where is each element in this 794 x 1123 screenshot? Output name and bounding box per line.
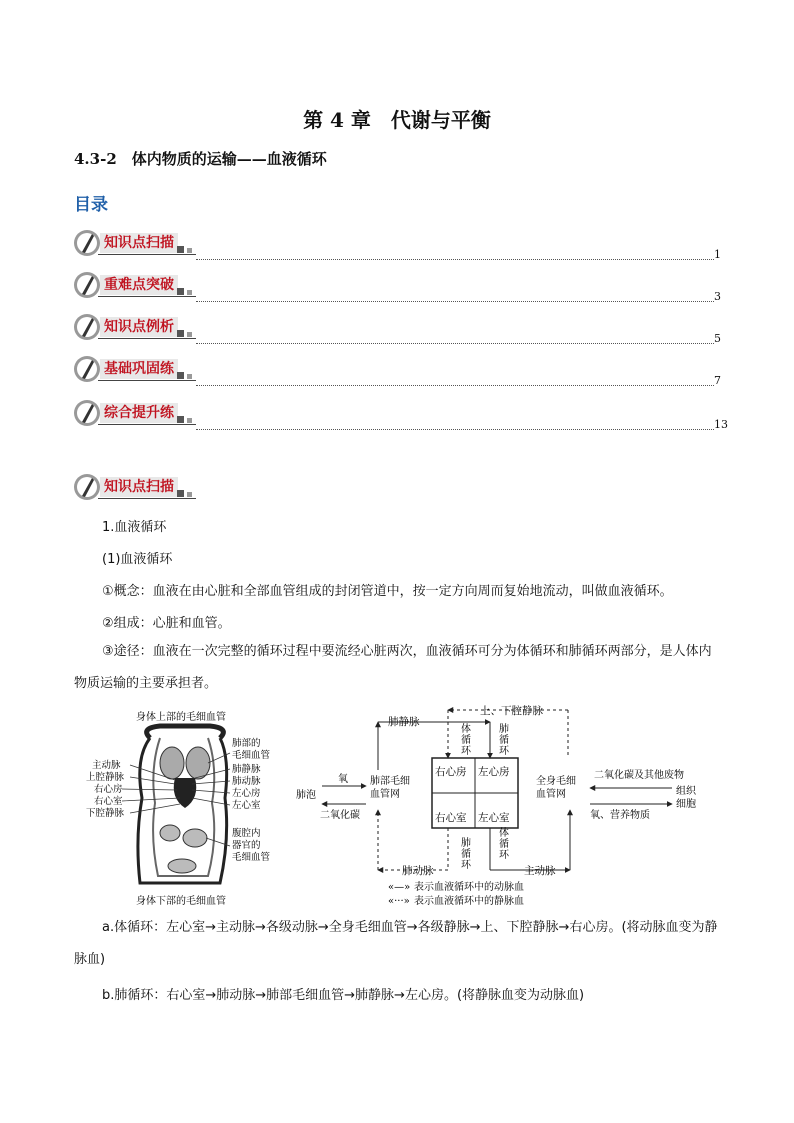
label-aorta: 主动脉 [92, 760, 121, 771]
toc-page-number: 1 [714, 248, 721, 261]
label-fei-bottom-2: 循 [461, 849, 471, 860]
legend-artery-text: 表示血液循环中的动脉血 [414, 882, 524, 893]
subheading-blood-circulation: (1)血液循环 [102, 552, 173, 567]
toc-item-label: 知识点扫描 [100, 233, 178, 253]
label-fei-1: 肺 [499, 724, 509, 735]
label-inferior-vena-cava: 下腔静脉 [86, 808, 125, 819]
label-lung-cap-2: 血管网 [370, 789, 400, 800]
section-badge [72, 472, 196, 502]
toc-page-number: 7 [714, 374, 721, 387]
section-title: 4.3-2 体内物质的运输——血液循环 [74, 150, 327, 168]
label-co2: 二氧化碳 [320, 810, 360, 821]
label-left-atrium: 左心房 [232, 788, 261, 799]
toc-item-4[interactable] [72, 354, 196, 384]
label-fei-bottom-3: 环 [461, 860, 471, 871]
label-ti-bottom-1: 体 [499, 828, 509, 839]
toc-item-1[interactable] [72, 228, 196, 258]
label-right-ventricle: 右心室 [94, 796, 123, 807]
label-ti-3: 环 [461, 746, 471, 757]
label-superior-vena-cava: 上腔静脉 [86, 772, 125, 783]
label-abdominal-1: 腹腔内 [232, 828, 261, 839]
label-alveoli: 肺泡 [296, 790, 316, 801]
toc-item-label: 综合提升练 [100, 403, 178, 423]
pathway-paragraph: ③途径：血液在一次完整的循环过程中要流经心脏两次，血液循环可分为体循环和肺循环两部分，是人体内物质运输的主要承担者。 [74, 644, 712, 691]
label-tissue-1: 组织 [676, 786, 696, 797]
label-fei-2: 循 [499, 735, 509, 746]
toc-item-label: 知识点例析 [100, 317, 178, 337]
heading-blood-circulation: 1.血液循环 [102, 520, 167, 535]
label-body-cap-1: 全身毛细 [536, 776, 576, 787]
toc-item-label: 重难点突破 [100, 275, 178, 295]
label-nutrients: 氧、营养物质 [590, 810, 650, 821]
label-fei-3: 环 [499, 746, 509, 757]
label-vena-cava: 上、下腔静脉 [480, 705, 543, 717]
toc-title: 目录 [74, 195, 108, 215]
label-co2-waste: 二氧化碳及其他废物 [594, 770, 684, 781]
label-abdominal-3: 毛细血管 [232, 852, 271, 863]
toc-item-5[interactable] [72, 398, 196, 428]
label-lung-cap-1: 肺部毛细 [370, 776, 410, 787]
label-lung-capillaries-1: 肺部的 [232, 738, 261, 749]
toc-item-2[interactable] [72, 270, 196, 300]
chapter-title: 第 4 章 代谢与平衡 [303, 108, 491, 132]
label-pulmonary-vein: 肺静脉 [388, 716, 420, 728]
legend-vein-text: 表示血液循环中的静脉血 [414, 896, 524, 907]
label-pulmonary-artery: 肺动脉 [402, 865, 434, 877]
label-left-ventricle: 左心室 [232, 800, 261, 811]
label-body-cap-2: 血管网 [536, 789, 566, 800]
label-ti-2: 循 [461, 735, 471, 746]
toc-item-label: 基础巩固练 [100, 359, 178, 379]
systemic-circulation-paragraph: a.体循环：左心室→主动脉→各级动脉→全身毛细血管→各级静脉→上、下腔静脉→右心房。(将动脉血变为静脉血) [74, 920, 718, 967]
label-oxygen: 氧 [338, 774, 348, 785]
label-lower-capillaries: 身体下部的毛细血管 [136, 896, 226, 907]
label-upper-capillaries: 身体上部的毛细血管 [136, 712, 226, 723]
label-aorta: 主动脉 [524, 865, 556, 877]
toc-page-number: 5 [714, 332, 721, 345]
label-ra: 右心房 [435, 766, 467, 778]
label-pulmonary-artery: 肺动脉 [232, 776, 261, 787]
label-tissue-2: 细胞 [676, 799, 696, 810]
circulation-flow-diagram [290, 700, 730, 910]
label-lung-capillaries-2: 毛细血管 [232, 750, 271, 761]
label-ti-bottom-2: 循 [499, 839, 509, 850]
section-badge-label: 知识点扫描 [100, 477, 178, 497]
label-abdominal-2: 器官的 [232, 840, 261, 851]
label-pulmonary-vein: 肺静脉 [232, 764, 261, 775]
label-la: 左心房 [478, 766, 510, 778]
toc-page-number: 3 [714, 290, 721, 303]
label-ti-bottom-3: 环 [499, 850, 509, 861]
label-lv: 左心室 [478, 812, 510, 824]
toc-item-3[interactable] [72, 312, 196, 342]
circulation-illustration [80, 708, 290, 908]
label-fei-bottom-1: 肺 [461, 838, 471, 849]
label-right-atrium: 右心房 [94, 784, 123, 795]
legend-artery-symbol: «—» [388, 882, 411, 893]
label-rv: 右心室 [435, 812, 467, 824]
legend-vein-symbol: «···» [388, 896, 410, 907]
concept-paragraph: ①概念：血液在由心脏和全部血管组成的封闭管道中，按一定方向周而复始地流动，叫做血液循环。 [102, 584, 673, 599]
composition-paragraph: ②组成：心脏和血管。 [102, 616, 231, 631]
toc-page-number: 13 [714, 418, 728, 431]
pulmonary-circulation-paragraph: b.肺循环：右心室→肺动脉→肺部毛细血管→肺静脉→左心房。(将静脉血变为动脉血) [102, 988, 585, 1003]
label-ti-1: 体 [461, 724, 471, 735]
